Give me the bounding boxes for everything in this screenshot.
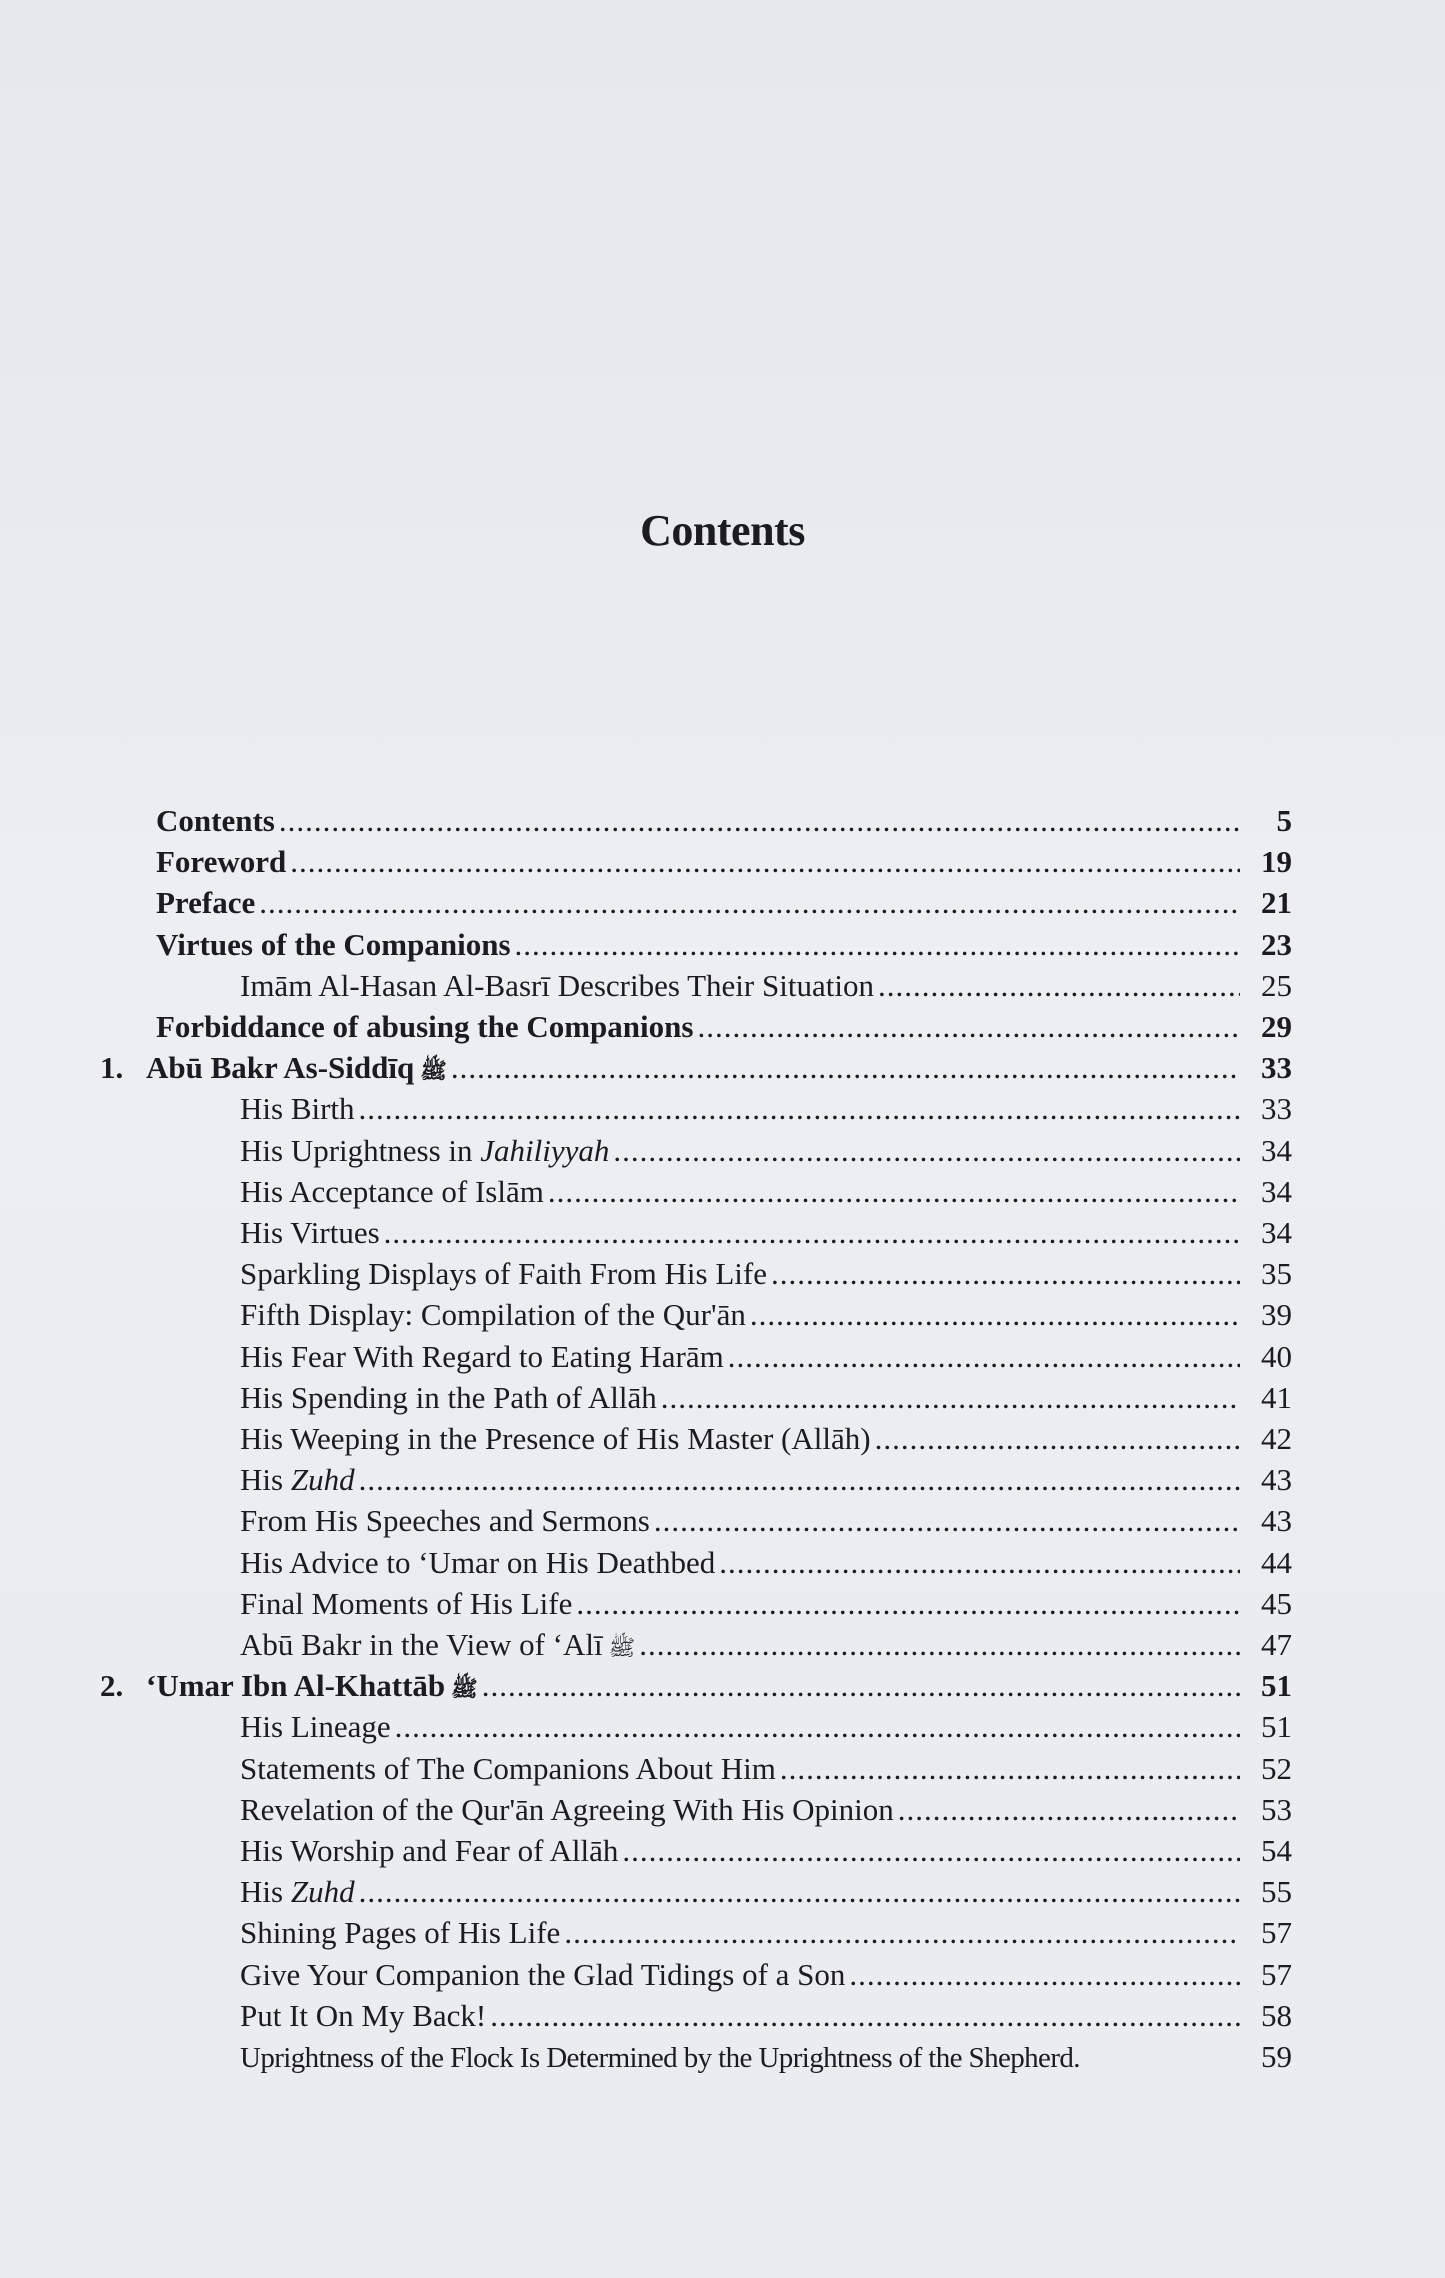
toc-entry	[240, 2036, 1292, 2078]
toc-entry	[240, 965, 1292, 1007]
entry-title: From His Speeches and Sermons	[240, 1503, 650, 1539]
entry-title: Virtues of the Companions	[156, 926, 511, 962]
page-number: 34	[1261, 1173, 1292, 1209]
leader-dots	[875, 1418, 1240, 1460]
leader-dots	[728, 1336, 1240, 1378]
toc-entry	[240, 1088, 1292, 1130]
entry-title: His Zuhd	[240, 1462, 355, 1498]
page-number: 55	[1261, 1874, 1292, 1910]
entry-title: His Lineage	[240, 1709, 391, 1745]
honorific-symbol: ﷺ	[420, 1058, 447, 1084]
toc-entry	[240, 1130, 1292, 1172]
toc-entry	[240, 1912, 1292, 1954]
leader-dots	[482, 1665, 1240, 1707]
page-number: 51	[1261, 1668, 1292, 1704]
entry-title: His Weeping in the Presence of His Master (Allāh)	[240, 1421, 871, 1456]
page-number: 5	[1276, 803, 1292, 838]
page-number: 57	[1261, 1915, 1292, 1951]
entry-title: His Worship and Fear of Allāh	[240, 1833, 619, 1868]
leader-dots	[515, 924, 1240, 966]
entry-title: His Zuhd	[240, 1874, 355, 1910]
page-number: 44	[1261, 1544, 1292, 1580]
entry-title: His Acceptance of Islām	[240, 1173, 544, 1209]
toc-entry	[240, 1995, 1292, 2037]
leader-dots	[564, 1912, 1240, 1954]
entry-title: Final Moments of His Life	[240, 1585, 573, 1621]
page-number: 40	[1261, 1338, 1292, 1374]
leader-dots	[576, 1583, 1240, 1625]
entry-title: Abū Bakr As-Siddīq ﷺ	[146, 1050, 447, 1086]
entry-title: Forbiddance of abusing the Companions	[156, 1009, 694, 1044]
entry-title: Put It On My Back!	[240, 1997, 487, 2033]
page-number: 43	[1261, 1503, 1292, 1539]
entry-title: His Birth	[240, 1091, 355, 1127]
entry-title: Revelation of the Qur'ān Agreeing With His Opinion	[240, 1791, 894, 1827]
leader-dots	[359, 1088, 1240, 1130]
page-number: 58	[1261, 1997, 1292, 2033]
leader-dots	[359, 1459, 1240, 1501]
entry-title: Statements of The Companions About Him	[240, 1750, 776, 1786]
leader-dots	[849, 1954, 1240, 1996]
page-number: 29	[1261, 1009, 1292, 1044]
leader-dots	[490, 1995, 1240, 2037]
toc-entry	[240, 1583, 1292, 1625]
toc-entry	[240, 1500, 1292, 1542]
leader-dots	[622, 1830, 1240, 1872]
entry-title: Abū Bakr in the View of ‘Alī ﷺ	[240, 1627, 636, 1662]
toc-entry	[156, 841, 1292, 883]
entry-title: Sparkling Displays of Faith From His Life	[240, 1256, 767, 1292]
page-title: Contents	[640, 506, 805, 555]
toc-entry	[240, 1624, 1292, 1666]
leader-dots	[279, 800, 1240, 842]
page-number: 19	[1261, 844, 1292, 880]
leader-dots	[898, 1789, 1240, 1831]
page-number: 52	[1261, 1750, 1292, 1786]
page-number: 51	[1261, 1709, 1292, 1745]
leader-dots	[451, 1047, 1240, 1089]
leader-dots	[719, 1542, 1240, 1584]
page-number: 57	[1261, 1956, 1292, 1992]
entry-title: Fifth Display: Compilation of the Qur'ān	[240, 1297, 746, 1333]
page-number: 33	[1261, 1050, 1292, 1086]
toc-entry	[156, 924, 1292, 966]
page-number: 33	[1261, 1091, 1292, 1127]
leader-dots	[639, 1624, 1240, 1666]
entry-title: His Virtues	[240, 1215, 380, 1250]
entry-title: Imām Al-Hasan Al-Basrī Describes Their Situation	[240, 967, 874, 1003]
entry-title: His Advice to ‘Umar on His Deathbed	[240, 1544, 716, 1580]
entry-title: Shining Pages of His Life	[240, 1915, 561, 1951]
leader-dots	[750, 1294, 1240, 1336]
leader-dots	[697, 1006, 1240, 1048]
toc-entry	[156, 1006, 1292, 1048]
toc-entry	[156, 800, 1292, 842]
page-number: 21	[1261, 885, 1292, 921]
leader-dots	[661, 1377, 1240, 1419]
leader-dots	[654, 1500, 1240, 1542]
honorific-symbol: ﷺ	[451, 1676, 478, 1702]
page-number: 39	[1261, 1297, 1292, 1333]
page-number: 47	[1261, 1627, 1292, 1662]
page-number: 45	[1261, 1585, 1292, 1621]
toc-entry	[240, 1789, 1292, 1831]
toc-entry	[240, 1336, 1292, 1378]
entry-title: Contents	[156, 803, 275, 838]
page-number: 53	[1261, 1791, 1292, 1827]
page-number: 41	[1261, 1379, 1292, 1415]
entry-title: His Spending in the Path of Allāh	[240, 1379, 657, 1415]
toc-entry	[240, 1954, 1292, 1996]
toc-entry	[240, 1748, 1292, 1790]
toc-entry	[240, 1542, 1292, 1584]
toc-entry	[240, 1253, 1292, 1295]
page-number: 25	[1261, 967, 1292, 1003]
toc-entry	[240, 1294, 1292, 1336]
toc-entry	[156, 882, 1292, 924]
leader-dots	[259, 882, 1240, 924]
entry-title: ‘Umar Ibn Al-Khattāb ﷺ	[146, 1668, 478, 1704]
page-number: 42	[1261, 1421, 1292, 1456]
page-number: 34	[1261, 1132, 1292, 1168]
entry-title: Foreword	[156, 844, 287, 880]
page-number: 23	[1261, 926, 1292, 962]
honorific-symbol: ﷺ	[608, 1634, 636, 1660]
toc-entry	[240, 1171, 1292, 1213]
toc-entry	[240, 1706, 1292, 1748]
page-number: 34	[1261, 1215, 1292, 1250]
toc-entry	[240, 1459, 1292, 1501]
entry-title: His Fear With Regard to Eating Harām	[240, 1338, 724, 1374]
leader-dots	[771, 1253, 1240, 1295]
toc-entry	[240, 1212, 1292, 1254]
leader-dots	[395, 1706, 1240, 1748]
page-number: 59	[1261, 2039, 1292, 2074]
toc-entry	[240, 1830, 1292, 1872]
toc-entry	[100, 1047, 1292, 1089]
page-number: 35	[1261, 1256, 1292, 1292]
page-number: 43	[1261, 1462, 1292, 1498]
leader-dots	[613, 1130, 1240, 1172]
leader-dots	[290, 841, 1240, 883]
chapter-number: 2.	[100, 1668, 124, 1704]
entry-title: Give Your Companion the Glad Tidings of a Son	[240, 1956, 846, 1992]
entry-title: Preface	[156, 885, 256, 921]
toc-entry	[100, 1665, 1292, 1707]
page-number: 54	[1261, 1833, 1292, 1868]
chapter-number: 1.	[100, 1050, 124, 1086]
leader-dots	[384, 1212, 1240, 1254]
toc-entry	[240, 1418, 1292, 1460]
leader-dots	[548, 1171, 1240, 1213]
leader-dots	[878, 965, 1240, 1007]
leader-dots	[780, 1748, 1240, 1790]
toc-entry	[240, 1871, 1292, 1913]
entry-title: His Uprightness in Jahiliyyah	[240, 1132, 610, 1168]
leader-dots	[359, 1871, 1240, 1913]
toc-entry	[240, 1377, 1292, 1419]
entry-title: Uprightness of the Flock Is Determined by the Uprightness of the Shepherd.	[240, 2042, 1080, 2074]
